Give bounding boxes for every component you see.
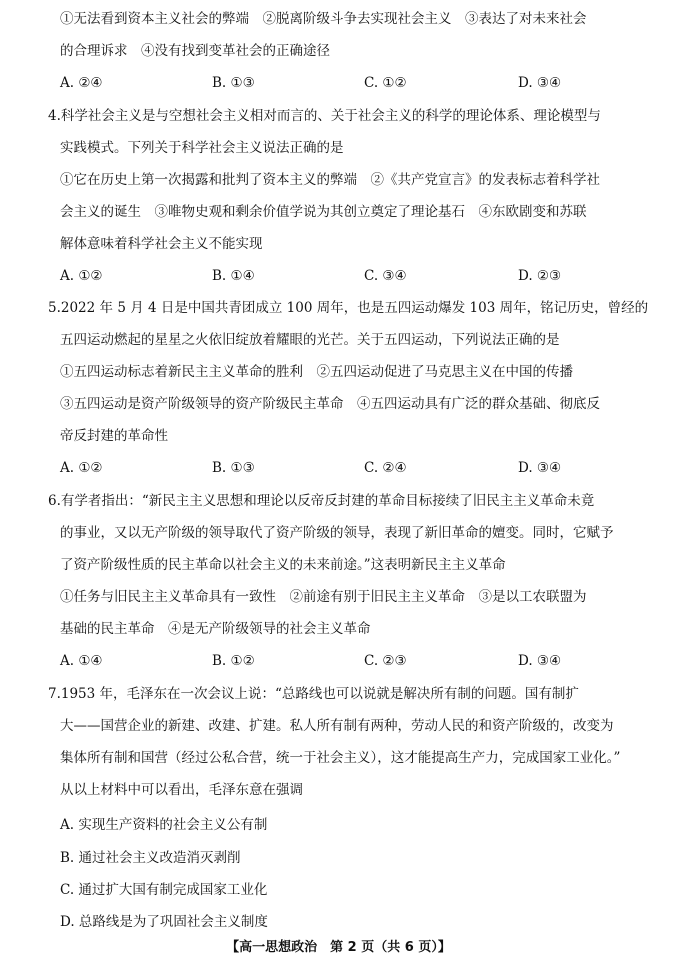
q5-line-3: ①五四运动标志着新民主主义革命的胜利 ②五四运动促进了马克思主义在中国的传播 [60,364,573,380]
q4-line-4: 会主义的诞生 ③唯物史观和剩余价值学说为其创立奠定了理论基石 ④东欧剧变和苏联 [60,204,587,220]
q3-line-1: ①无法看到资本主义社会的弊端 ②脱离阶级斗争去实现社会主义 ③表达了对未来社会 [60,11,587,27]
q7-option-d[interactable]: D. 总路线是为了巩固社会主义制度 [60,914,268,930]
q6-line-3: 了资产阶级性质的民主革命以社会主义的未来前途。”这表明新民主主义革命 [60,557,506,573]
q5-option-a[interactable]: A. ①② [60,460,103,476]
q5-line-4: ③五四运动是资产阶级领导的资产阶级民主革命 ④五四运动具有广泛的群众基础、彻底反 [60,396,600,412]
q3-option-b[interactable]: B. ①③ [212,75,255,91]
q4-options [60,266,580,286]
q6-line-5: 基础的民主革命 ④是无产阶级领导的社会主义革命 [60,621,371,637]
q6-option-b[interactable]: B. ①② [212,653,255,669]
q5-line-5: 帝反封建的革命性 [60,428,168,444]
q5-option-c[interactable]: C. ②④ [364,460,407,476]
q7-option-a[interactable]: A. 实现生产资料的社会主义公有制 [60,817,268,833]
q4-option-b[interactable]: B. ①④ [212,268,255,284]
q3-options [60,73,580,93]
q3-option-d[interactable]: D. ③④ [518,75,562,91]
q3-line-2: 的合理诉求 ④没有找到变革社会的正确途径 [60,43,330,59]
q6-line-2: 的事业，又以无产阶级的领导取代了资产阶级的领导，表现了新旧革命的嬗变。同时，它赋予 [60,525,614,541]
q7-line-4: 从以上材料中可以看出，毛泽东意在强调 [60,782,303,798]
page-footer: 【高一思想政治 第 2 页（共 6 页）】 [226,940,451,955]
q6-option-d[interactable]: D. ③④ [518,653,562,669]
q4-line-5: 解体意味着科学社会主义不能实现 [60,236,263,252]
q6-line-1: 6.有学者指出：“新民主主义思想和理论以反帝反封建的革命目标接续了旧民主主义革命未竟 [48,493,595,509]
q7-line-2: 大——国营企业的新建、改建、扩建。私人所有制有两种，劳动人民的和资产阶级的，改变为 [60,718,614,734]
q5-line-2: 五四运动燃起的星星之火依旧绽放着耀眼的光芒。关于五四运动，下列说法正确的是 [60,332,560,348]
q7-line-3: 集体所有制和国营（经过公私合营，统一于社会主义），这才能提高生产力，完成国家工业化。” [60,750,621,766]
q5-line-1: 5.2022 年 5 月 4 日是中国共青团成立 100 周年，也是五四运动爆发 103 周年，铭记历史，曾经的 [48,300,649,316]
q6-option-c[interactable]: C. ②③ [364,653,407,669]
q4-line-2: 实践模式。下列关于科学社会主义说法正确的是 [60,140,344,156]
q5-option-d[interactable]: D. ③④ [518,460,562,476]
q4-option-a[interactable]: A. ①② [60,268,103,284]
q6-option-a[interactable]: A. ①④ [60,653,103,669]
q5-option-b[interactable]: B. ①③ [212,460,255,476]
q7-option-b[interactable]: B. 通过社会主义改造消灭剥削 [60,850,241,866]
q6-options [60,651,580,671]
q4-option-c[interactable]: C. ③④ [364,268,407,284]
q4-line-1: 4.科学社会主义是与空想社会主义相对而言的、关于社会主义的科学的理论体系、理论模型与 [48,108,601,124]
q6-line-4: ①任务与旧民主主义革命具有一致性 ②前途有别于旧民主主义革命 ③是以工农联盟为 [60,589,587,605]
q4-option-d[interactable]: D. ②③ [518,268,562,284]
q7-line-1: 7.1953 年，毛泽东在一次会议上说：“总路线也可以说就是解决所有制的问题。国有制扩 [48,686,579,702]
q5-options [60,458,580,478]
q3-option-c[interactable]: C. ①② [364,75,407,91]
q7-option-c[interactable]: C. 通过扩大国有制完成国家工业化 [60,882,268,898]
q3-option-a[interactable]: A. ②④ [60,75,103,91]
q4-line-3: ①它在历史上第一次揭露和批判了资本主义的弊端 ②《共产党宣言》的发表标志着科学社 [60,172,600,188]
